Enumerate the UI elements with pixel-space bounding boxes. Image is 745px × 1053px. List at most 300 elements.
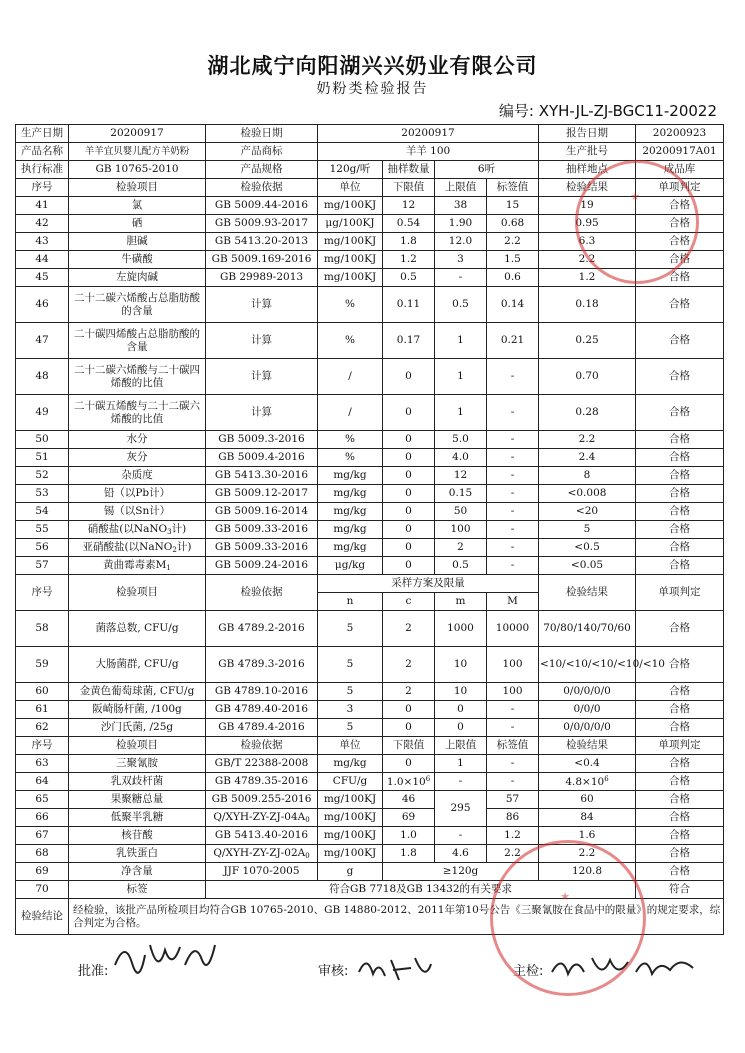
table-row xyxy=(16,431,724,449)
row-lower xyxy=(383,773,435,791)
row-result: 1.6 xyxy=(539,827,636,845)
row-basis xyxy=(206,845,318,863)
row-basis: GB 5009.44-2016 xyxy=(206,197,318,215)
row-label: 2.2 xyxy=(487,845,539,863)
row-result: <10/<10/<10/<10/<10 xyxy=(539,647,636,683)
row-judge: 合格 xyxy=(636,323,724,359)
info-row-1 xyxy=(16,125,724,143)
row-judge: 合格 xyxy=(636,233,724,251)
row-item: 乳双歧杆菌 xyxy=(69,773,206,791)
header3-unit: 单位 xyxy=(318,737,383,755)
header-result: 检验结果 xyxy=(539,179,636,197)
row-no: 49 xyxy=(16,395,69,431)
row-result: 0.18 xyxy=(539,287,636,323)
row-result: 1.2 xyxy=(539,269,636,287)
row-judge: 合格 xyxy=(636,251,724,269)
table-row xyxy=(16,881,724,899)
row-no: 45 xyxy=(16,269,69,287)
reviewer-signature xyxy=(355,952,435,987)
row-lower: 0 xyxy=(383,431,435,449)
row-result: 0/0/0/0/0 xyxy=(539,719,636,737)
row-basis: GB/T 22388-2008 xyxy=(206,755,318,773)
header3-no: 序号 xyxy=(16,737,69,755)
row-item xyxy=(69,539,206,557)
seal-top-star: ★ xyxy=(630,190,640,203)
row-c: 0 xyxy=(383,719,435,737)
row-label: - xyxy=(487,485,539,503)
row-result: 8 xyxy=(539,467,636,485)
row-label: - xyxy=(487,521,539,539)
row-lower: 0 xyxy=(383,755,435,773)
spec-label: 产品规格 xyxy=(206,161,318,179)
row-no: 57 xyxy=(16,557,69,575)
standard-label: 执行标准 xyxy=(16,161,69,179)
approver-signature xyxy=(110,935,220,985)
row-result: 60 xyxy=(539,791,636,809)
header-row-2a xyxy=(16,575,724,593)
row-judge: 合格 xyxy=(636,701,724,719)
row-lower: 0 xyxy=(383,557,435,575)
row-mmax: 10000 xyxy=(487,611,539,647)
table-row xyxy=(16,467,724,485)
row-item: 核苷酸 xyxy=(69,827,206,845)
row-item: 菌落总数, CFU/g xyxy=(69,611,206,647)
row-label: - xyxy=(487,449,539,467)
conclusion-row xyxy=(16,899,724,935)
table-row xyxy=(16,251,724,269)
row-item: 阪崎肠杆菌, /100g xyxy=(69,701,206,719)
row-item-tail: 计) xyxy=(171,522,187,535)
row-judge: 符合 xyxy=(636,881,724,899)
row-label: - xyxy=(487,503,539,521)
batch-label: 生产批号 xyxy=(539,143,636,161)
row-result: 0.28 xyxy=(539,395,636,431)
row-upper: 0.15 xyxy=(435,485,487,503)
row-no: 48 xyxy=(16,359,69,395)
row-no: 52 xyxy=(16,467,69,485)
row-judge: 合格 xyxy=(636,269,724,287)
row-result: 120.8 xyxy=(539,863,636,881)
row-judge: 合格 xyxy=(636,809,724,827)
row-no: 55 xyxy=(16,521,69,539)
conclusion-text: 经检验，该批产品所检项目均符合GB 10765-2010、GB 14880-2012、2011年第10号公告《三聚氰胺在食品中的限量》的规定要求，综合判定为合格。 xyxy=(69,899,724,935)
row-basis-text: Q/XYH-ZY-ZJ-02A xyxy=(213,846,306,859)
row-result: 6.3 xyxy=(539,233,636,251)
row-judge: 合格 xyxy=(636,485,724,503)
row-result: <0.5 xyxy=(539,539,636,557)
row-n: 3 xyxy=(318,701,383,719)
row-unit: mg/kg xyxy=(318,467,383,485)
header-judge: 单项判定 xyxy=(636,179,724,197)
row-unit: mg/100KJ xyxy=(318,233,383,251)
row-unit: mg/100KJ xyxy=(318,251,383,269)
header3-judge: 单项判定 xyxy=(636,737,724,755)
header3-item: 检验项目 xyxy=(69,737,206,755)
row-basis: GB 5009.33-2016 xyxy=(206,539,318,557)
row-item-text: 亚硝酸盐(以NaNO xyxy=(82,540,173,553)
row-label: 0.68 xyxy=(487,215,539,233)
row-upper: 0.5 xyxy=(435,287,487,323)
row-label: 0.14 xyxy=(487,287,539,323)
header2-m: M xyxy=(487,593,539,611)
row-label: 15 xyxy=(487,197,539,215)
row-mmax: - xyxy=(487,719,539,737)
brand-label: 产品商标 xyxy=(206,143,318,161)
row-unit: % xyxy=(318,431,383,449)
row-upper-merged: 295 xyxy=(435,791,487,827)
row-unit: g xyxy=(318,863,383,881)
row-no: 64 xyxy=(16,773,69,791)
row-basis: GB 5009.12-2017 xyxy=(206,485,318,503)
row-basis: GB 5009.93-2017 xyxy=(206,215,318,233)
row-lower: 1.0 xyxy=(383,827,435,845)
standard: GB 10765-2010 xyxy=(69,161,206,179)
row-result: 70/80/140/70/60 xyxy=(539,611,636,647)
row-item-text: 硝酸盐(以NaNO xyxy=(87,522,168,535)
row-upper: 1.90 xyxy=(435,215,487,233)
row-judge: 合格 xyxy=(636,719,724,737)
row-no: 65 xyxy=(16,791,69,809)
row-unit: mg/100KJ xyxy=(318,809,383,827)
row-m: 0 xyxy=(435,719,487,737)
table-row xyxy=(16,755,724,773)
row-no: 54 xyxy=(16,503,69,521)
row-judge: 合格 xyxy=(636,611,724,647)
row-basis: GB 4789.2-2016 xyxy=(206,611,318,647)
row-item: 杂质度 xyxy=(69,467,206,485)
row-label: 86 xyxy=(487,809,539,827)
row-basis: GB 4789.40-2016 xyxy=(206,701,318,719)
row-n: 5 xyxy=(318,611,383,647)
row-judge: 合格 xyxy=(636,773,724,791)
row-no: 51 xyxy=(16,449,69,467)
row-item-script: 1 xyxy=(166,563,171,572)
row-c: 0 xyxy=(383,701,435,719)
row-unit: % xyxy=(318,287,383,323)
row-result: 2.2 xyxy=(539,251,636,269)
brand: 羊羊 100 xyxy=(318,143,539,161)
row-result: 0.95 xyxy=(539,215,636,233)
row-basis: GB 4789.10-2016 xyxy=(206,683,318,701)
product-name: 羊羊宜贝婴儿配方羊奶粉 xyxy=(69,143,206,161)
row-unit: / xyxy=(318,395,383,431)
header2-item: 检验项目 xyxy=(69,575,206,611)
report-type: 奶粉类检验报告 xyxy=(316,81,429,97)
row-judge: 合格 xyxy=(636,845,724,863)
row-lower: 0 xyxy=(383,359,435,395)
row-n: 5 xyxy=(318,719,383,737)
report-table xyxy=(15,124,724,935)
row-item-tail: 计) xyxy=(176,540,192,553)
table-row xyxy=(16,539,724,557)
header2-judge: 单项判定 xyxy=(636,575,724,611)
sample-qty-label: 抽样数量 xyxy=(383,161,435,179)
row-result: 0/0/0/0/0 xyxy=(539,683,636,701)
row-lower: 0 xyxy=(383,485,435,503)
row-upper: 12 xyxy=(435,467,487,485)
row-lower-text: 1.0×10 xyxy=(386,775,426,788)
row-basis: GB 5009.16-2014 xyxy=(206,503,318,521)
row-label: 0.6 xyxy=(487,269,539,287)
row-m: 1000 xyxy=(435,611,487,647)
row-lower: 1.2 xyxy=(383,251,435,269)
row-judge: 合格 xyxy=(636,827,724,845)
batch: 20200917A01 xyxy=(636,143,724,161)
row-judge: 合格 xyxy=(636,539,724,557)
header2-plan: 采样方案及限量 xyxy=(318,575,539,593)
row-no: 59 xyxy=(16,647,69,683)
row-item: 二十碳四烯酸占总脂肪酸的含量 xyxy=(69,323,206,359)
row-result: <0.008 xyxy=(539,485,636,503)
company-title: 湖北咸宁向阳湖兴兴奶业有限公司 xyxy=(207,54,538,78)
row-item xyxy=(69,557,206,575)
row-result: 2.2 xyxy=(539,845,636,863)
row-basis: GB 5009.255-2016 xyxy=(206,791,318,809)
row-item xyxy=(69,521,206,539)
row-upper: 0.5 xyxy=(435,557,487,575)
row-basis: GB 4789.35-2016 xyxy=(206,773,318,791)
row-lower-script: 6 xyxy=(425,774,431,783)
table-row xyxy=(16,863,724,881)
row-result-script: 6 xyxy=(604,774,609,783)
row-lower: 0.54 xyxy=(383,215,435,233)
row-judge: 合格 xyxy=(636,431,724,449)
row-unit: mg/kg xyxy=(318,485,383,503)
row-result: <0.4 xyxy=(539,755,636,773)
row-item: 二十二碳六烯酸占总脂肪酸的含量 xyxy=(69,287,206,323)
row-item: 氯 xyxy=(69,197,206,215)
row-upper: - xyxy=(435,269,487,287)
row-label: - xyxy=(487,755,539,773)
prod-date: 20200917 xyxy=(69,125,206,143)
row-no: 43 xyxy=(16,233,69,251)
row-unit: μg/kg xyxy=(318,557,383,575)
row-label: - xyxy=(487,395,539,431)
row-lower: 0.17 xyxy=(383,323,435,359)
row-label: - xyxy=(487,773,539,791)
row-lower: 0.5 xyxy=(383,269,435,287)
row-judge: 合格 xyxy=(636,863,724,881)
prod-date-label: 生产日期 xyxy=(16,125,69,143)
row-unit: mg/100KJ xyxy=(318,269,383,287)
table-row xyxy=(16,557,724,575)
row-label: - xyxy=(487,359,539,395)
header2-m: m xyxy=(435,593,487,611)
row-label: 0.21 xyxy=(487,323,539,359)
row-upper: 12.0 xyxy=(435,233,487,251)
approve-label: 批准: xyxy=(78,964,109,979)
row-no: 56 xyxy=(16,539,69,557)
header3-basis: 检验依据 xyxy=(206,737,318,755)
row-lower: 12 xyxy=(383,197,435,215)
table-row xyxy=(16,359,724,395)
row-lower: 0 xyxy=(383,449,435,467)
row-result: 0.70 xyxy=(539,359,636,395)
row-item: 牛磺酸 xyxy=(69,251,206,269)
row-unit: mg/100KJ xyxy=(318,845,383,863)
row-judge: 合格 xyxy=(636,791,724,809)
row-upper: 1 xyxy=(435,323,487,359)
row-basis: GB 5413.20-2013 xyxy=(206,233,318,251)
row-upper: 1 xyxy=(435,755,487,773)
row-no: 41 xyxy=(16,197,69,215)
row-lower: 1.8 xyxy=(383,233,435,251)
row-judge: 合格 xyxy=(636,359,724,395)
row-basis-script: 0 xyxy=(305,815,310,824)
row-item: 标签 xyxy=(69,881,206,899)
row-no: 46 xyxy=(16,287,69,323)
row-label: 2.2 xyxy=(487,233,539,251)
row-lower: 0 xyxy=(383,521,435,539)
header3-result: 检验结果 xyxy=(539,737,636,755)
row-upper: - xyxy=(435,827,487,845)
row-result: <20 xyxy=(539,503,636,521)
row-judge: 合格 xyxy=(636,197,724,215)
row-unit: CFU/g xyxy=(318,773,383,791)
sample-qty: 6听 xyxy=(435,161,539,179)
row-lower: 46 xyxy=(383,791,435,809)
row-result: 5 xyxy=(539,521,636,539)
row-unit: μg/100KJ xyxy=(318,215,383,233)
row-basis: GB 29989-2013 xyxy=(206,269,318,287)
row-upper: 4.0 xyxy=(435,449,487,467)
row-item: 硒 xyxy=(69,215,206,233)
row-judge: 合格 xyxy=(636,521,724,539)
table-row xyxy=(16,611,724,647)
row-item: 三聚氰胺 xyxy=(69,755,206,773)
row-requirement: 符合GB 7718及GB 13432的有关要求 xyxy=(206,881,636,899)
row-label: - xyxy=(487,539,539,557)
sample-place-label: 抽样地点 xyxy=(539,161,636,179)
row-upper: 4.6 xyxy=(435,845,487,863)
row-item: 金黄色葡萄球菌, CFU/g xyxy=(69,683,206,701)
row-item: 乳铁蛋白 xyxy=(69,845,206,863)
row-upper: 50 xyxy=(435,503,487,521)
row-result: 0.25 xyxy=(539,323,636,359)
row-basis: GB 5009.3-2016 xyxy=(206,431,318,449)
report-date-label: 报告日期 xyxy=(539,125,636,143)
table-row xyxy=(16,791,724,809)
table-row xyxy=(16,215,724,233)
seal-bottom-star: ★ xyxy=(560,890,570,903)
row-unit: mg/100KJ xyxy=(318,827,383,845)
test-date: 20200917 xyxy=(318,125,539,143)
row-unit: % xyxy=(318,323,383,359)
inspector-signature xyxy=(548,950,698,985)
row-item: 胆碱 xyxy=(69,233,206,251)
header-label: 标签值 xyxy=(487,179,539,197)
row-m: 10 xyxy=(435,647,487,683)
row-no: 50 xyxy=(16,431,69,449)
row-result: 19 xyxy=(539,197,636,215)
row-lower: 0 xyxy=(383,467,435,485)
row-upper: 1 xyxy=(435,395,487,431)
row-judge: 合格 xyxy=(636,755,724,773)
header3-upper: 上限值 xyxy=(435,737,487,755)
row-lower: 0 xyxy=(383,539,435,557)
row-no: 47 xyxy=(16,323,69,359)
row-lower: 1.8 xyxy=(383,845,435,863)
row-mmax: - xyxy=(487,701,539,719)
row-upper: 38 xyxy=(435,197,487,215)
row-basis xyxy=(206,809,318,827)
row-item: 大肠菌群, CFU/g xyxy=(69,647,206,683)
row-label: - xyxy=(487,557,539,575)
row-upper: 100 xyxy=(435,521,487,539)
row-result-text: 4.8×10 xyxy=(565,775,605,788)
row-no: 66 xyxy=(16,809,69,827)
header3-lower: 下限值 xyxy=(383,737,435,755)
row-unit: mg/100KJ xyxy=(318,791,383,809)
row-limit: ≥120g xyxy=(383,863,539,881)
row-judge: 合格 xyxy=(636,557,724,575)
row-unit: mg/100KJ xyxy=(318,197,383,215)
row-judge: 合格 xyxy=(636,395,724,431)
header3-label: 标签值 xyxy=(487,737,539,755)
table-row xyxy=(16,449,724,467)
row-label: 1.5 xyxy=(487,251,539,269)
table-row xyxy=(16,827,724,845)
header2-no: 序号 xyxy=(16,575,69,611)
row-result: 2.2 xyxy=(539,431,636,449)
row-lower: 69 xyxy=(383,809,435,827)
row-result: <0.05 xyxy=(539,557,636,575)
row-no: 53 xyxy=(16,485,69,503)
inspector-label: 主检: xyxy=(513,964,544,979)
header-row-3 xyxy=(16,737,724,755)
report-date: 20200923 xyxy=(636,125,724,143)
row-lower: 0.11 xyxy=(383,287,435,323)
table-row xyxy=(16,773,724,791)
test-date-label: 检验日期 xyxy=(206,125,318,143)
conclusion-label: 检验结论 xyxy=(16,899,69,935)
row-unit: mg/kg xyxy=(318,539,383,557)
row-basis: GB 5413.30-2016 xyxy=(206,467,318,485)
row-lower: 0 xyxy=(383,503,435,521)
table-row xyxy=(16,809,724,827)
table-row xyxy=(16,719,724,737)
table-row xyxy=(16,647,724,683)
row-mmax: 100 xyxy=(487,647,539,683)
row-mmax: 100 xyxy=(487,683,539,701)
row-label: - xyxy=(487,431,539,449)
row-no: 68 xyxy=(16,845,69,863)
row-basis: GB 4789.4-2016 xyxy=(206,719,318,737)
row-item-script: 2 xyxy=(172,545,177,554)
row-upper: 5.0 xyxy=(435,431,487,449)
row-result: 2.4 xyxy=(539,449,636,467)
row-basis: GB 5009.33-2016 xyxy=(206,521,318,539)
row-judge: 合格 xyxy=(636,449,724,467)
header-no: 序号 xyxy=(16,179,69,197)
row-item: 沙门氏菌, /25g xyxy=(69,719,206,737)
row-c: 2 xyxy=(383,611,435,647)
table-row xyxy=(16,701,724,719)
row-c: 2 xyxy=(383,683,435,701)
row-no: 60 xyxy=(16,683,69,701)
header-upper: 上限值 xyxy=(435,179,487,197)
row-basis: GB 5009.169-2016 xyxy=(206,251,318,269)
row-basis xyxy=(206,827,318,845)
row-upper: 1 xyxy=(435,359,487,395)
table-row xyxy=(16,395,724,431)
row-judge: 合格 xyxy=(636,503,724,521)
row-no: 63 xyxy=(16,755,69,773)
header2-result: 检验结果 xyxy=(539,575,636,611)
sample-place: 成品库 xyxy=(636,161,724,179)
row-item: 水分 xyxy=(69,431,206,449)
row-basis: GB 4789.3-2016 xyxy=(206,647,318,683)
